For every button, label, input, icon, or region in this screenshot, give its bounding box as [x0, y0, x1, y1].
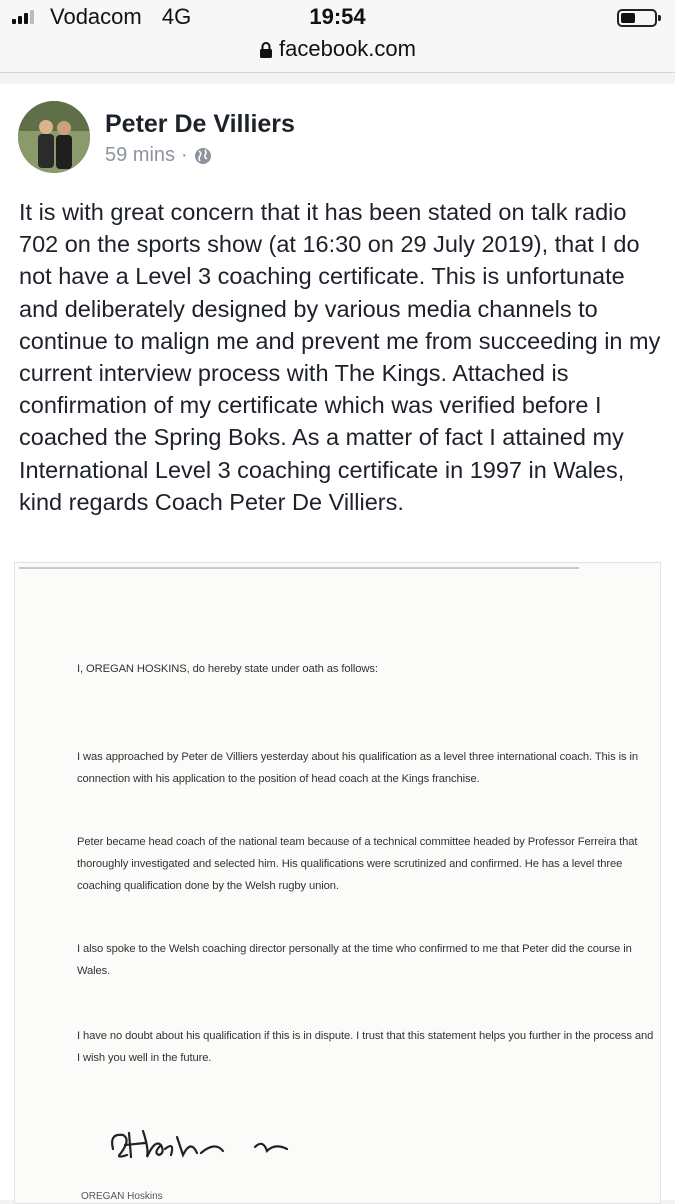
- lock-icon: [259, 41, 273, 59]
- author-name[interactable]: Peter De Villiers: [105, 110, 295, 138]
- signature-image: [105, 1119, 315, 1169]
- carrier-name: Vodacom: [50, 4, 142, 29]
- carrier-label: [50, 4, 191, 30]
- address-bar[interactable]: [0, 36, 675, 73]
- document-paragraph: I have no doubt about his qualification if this is in dispute. I trust that this statement helps you further in the process and I wish you well in the future.: [77, 1030, 654, 1064]
- post-card: [0, 84, 675, 1200]
- status-bar: [0, 0, 675, 36]
- post-time[interactable]: 59 mins: [105, 144, 176, 166]
- document-paragraph: I was approached by Peter de Villiers yesterday about his qualification as a level three international coach. This is in connection with his application to the position of head coach at the Kings franchise.: [77, 751, 638, 785]
- document-signatory: OREGAN Hoskins: [81, 1191, 163, 1202]
- author-avatar[interactable]: [18, 101, 90, 173]
- document-intro: I, OREGAN HOSKINS, do hereby state under oath as follows:: [77, 663, 378, 675]
- post-meta: [105, 144, 212, 167]
- attached-document[interactable]: [14, 562, 661, 1204]
- globe-icon: [194, 147, 212, 165]
- url-display[interactable]: [0, 36, 675, 62]
- signal-strength-icon: [12, 10, 34, 24]
- status-time: 19:54: [309, 4, 366, 29]
- document-paragraph: I also spoke to the Welsh coaching director personally at the time who confirmed to me that Peter did the course in Wales.: [77, 943, 632, 977]
- battery-icon: [617, 9, 657, 27]
- document-top-rule: [19, 567, 579, 569]
- network-type: 4G: [161, 4, 192, 29]
- post-body-text: It is with great concern that it has been stated on talk radio 702 on the sports show (at 16:30 on 29 July 2019), that I do not have a Level 3 coaching certificate. This is unfortunate and deliberately designed by various media channels to continue to malign me and prevent me from succeeding in my current interview process with The Kings. Attached is confirmation of my certificate which was verified before I coached the Spring Boks. As a matter of fact I attained my International Level 3 coaching certificate in 1997 in Wales, kind regards Coach Peter De Villiers.: [19, 199, 661, 515]
- document-paragraph: Peter became head coach of the national team because of a technical committee headed by Professor Ferreira that thoroughly investigated and selected him. His qualifications were scrutinized and confirmed. He has a level three coaching qualification done by the Welsh rugby union.: [77, 836, 638, 892]
- url-text: facebook.com: [279, 36, 416, 61]
- meta-separator: ·: [181, 144, 188, 166]
